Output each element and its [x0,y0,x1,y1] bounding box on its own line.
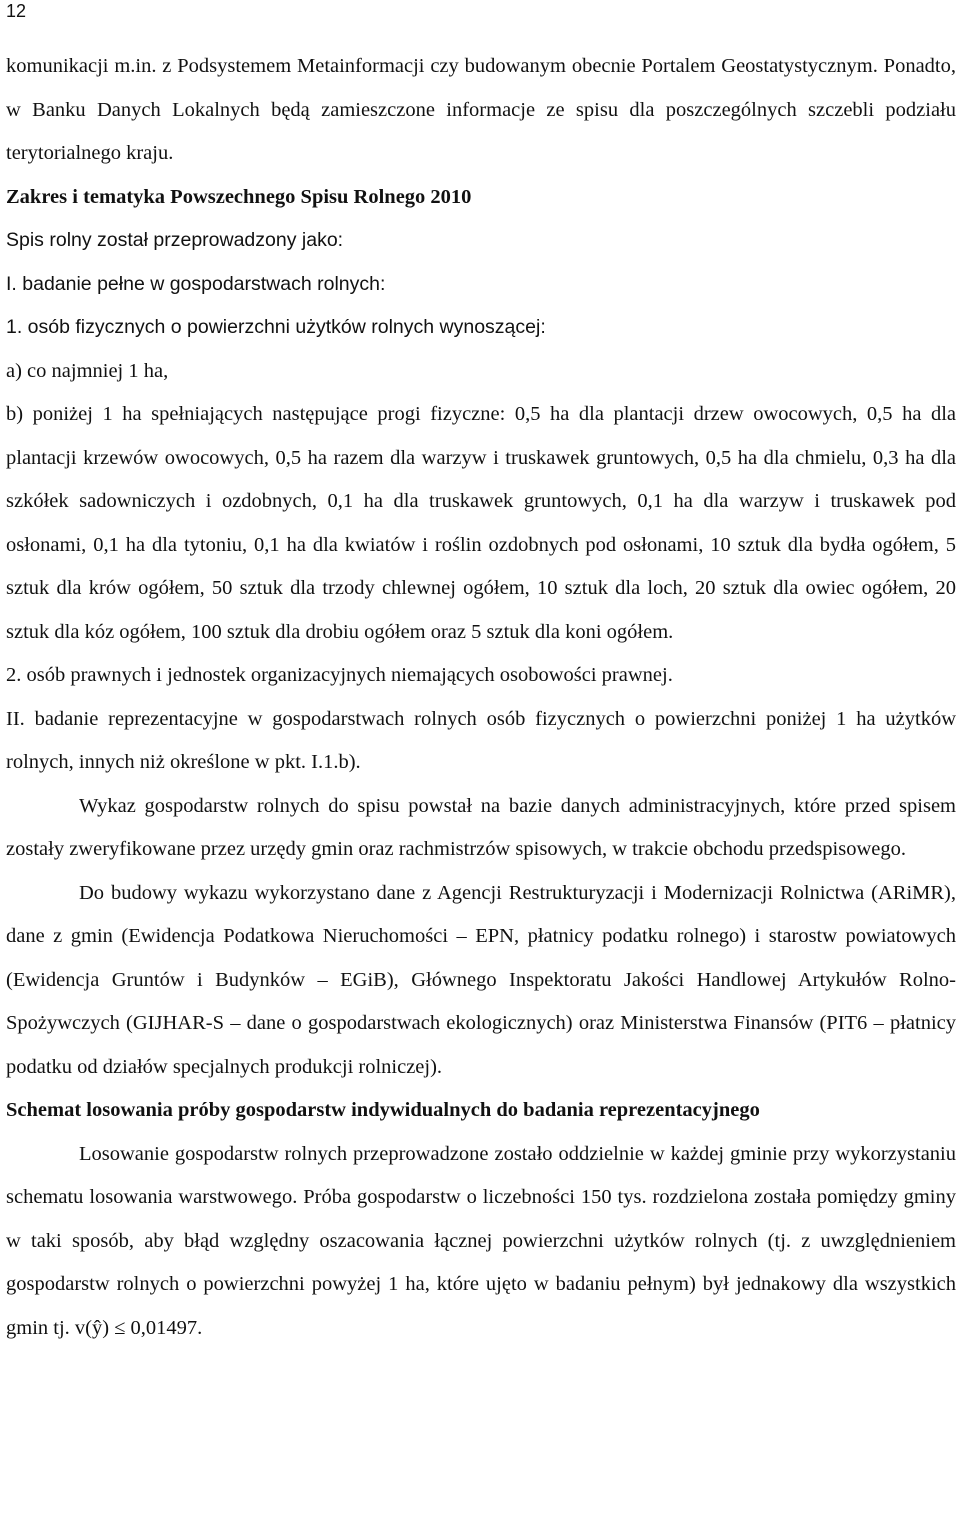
paragraph-sampling: Losowanie gospodarstw rolnych przeprowadzone zostało oddzielnie w każdej gminie przy wykorzystaniu schematu losowania warstwowego. Próba gospodarstw o liczebności 150 tys. rozdzielona została pomiędzy gminy w taki sposób, aby błąd względny oszacowania łącznej powierzchni użytków rolnych (tj. z uwzględnieniem gospodarstw rolnych o powierzchni powyżej 1 ha, które ujęto w badaniu pełnym) był jednakowy dla wszystkich gmin tj. v(ŷ) ≤ 0,01497. [6,1142,956,1339]
section-heading-scope: Zakres i tematyka Powszechnego Spisu Rolnego 2010 [6,185,472,208]
list-item-1: 1. osób fizycznych o powierzchni użytków rolnych wynoszącej: [6,316,546,338]
list-item-2: 2. osób prawnych i jednostek organizacyjnych niemających osobowości prawnej. [6,664,673,686]
list-item-b: b) poniżej 1 ha spełniających następujące progi fizyczne: 0,5 ha dla plantacji drzew owocowych, 0,5 ha dla plantacji krzewów owocowych, 0,5 ha razem dla warzyw i truskawek gruntowych, 0,5 ha dla chmielu, 0,3 ha dla szkółek sadowniczych i ozdobnych, 0,1 ha dla truskawek gruntowych, 0,1 ha dla warzyw i truskawek pod osłonami, 0,1 ha dla tytoniu, 0,1 ha dla kwiatów i roślin ozdobnych pod osłonami, 10 sztuk dla bydła ogółem, 5 sztuk dla krów ogółem, 50 sztuk dla trzody chlewnej ogółem, 10 sztuk dla loch, 20 sztuk dla owiec ogółem, 20 sztuk dla kóz ogółem, 100 sztuk dla drobiu ogółem oraz 5 sztuk dla koni ogółem. [6,403,956,643]
paragraph-data-sources: Do budowy wykazu wykorzystano dane z Agencji Restrukturyzacji i Modernizacji Rolnictwa (ARiMR), dane z gmin (Ewidencja Podatkowa Nieruchomości – EPN, płatnicy podatku rolnego) i starostw powiatowych (Ewidencja Gruntów i Budynków – EGiB), Głównego Inspektoratu Jakości Handlowej Artykułów Rolno-Spożywczych (GIJHAR-S – dane o gospodarstwach ekologicznych) oraz Ministerstwa Finansów (PIT6 – płatnicy podatku od działów specjalnych produkcji rolniczej). [6,881,956,1078]
list-item-ii: II. badanie reprezentacyjne w gospodarstwach rolnych osób fizycznych o powierzchni poniżej 1 ha użytków rolnych, innych niż określone w pkt. I.1.b). [6,707,956,773]
paragraph-census-was: Spis rolny został przeprowadzony jako: [6,229,344,251]
page-number: 12 [6,1,27,21]
document-body [6,45,956,1350]
list-item-i: I. badanie pełne w gospodarstwach rolnych: [6,272,386,295]
section-heading-sampling: Schemat losowania próby gospodarstw indywidualnych do badania reprezentacyjnego [6,1099,760,1121]
paragraph-farm-list: Wykaz gospodarstw rolnych do spisu powstał na bazie danych administracyjnych, które przed spisem zostały zweryfikowane przez urzędy gmin oraz rachmistrzów spisowych, w trakcie obchodu przedspisowego. [6,794,956,860]
paragraph-intro: komunikacji m.in. z Podsystemem Metainformacji czy budowanym obecnie Portalem Geostatystycznym. Ponadto, w Banku Danych Lokalnych będą zamieszczone informacje ze spisu dla poszczególnych szczebli podziału terytorialnego kraju. [6,55,956,164]
list-item-a: a) co najmniej 1 ha, [6,359,169,382]
